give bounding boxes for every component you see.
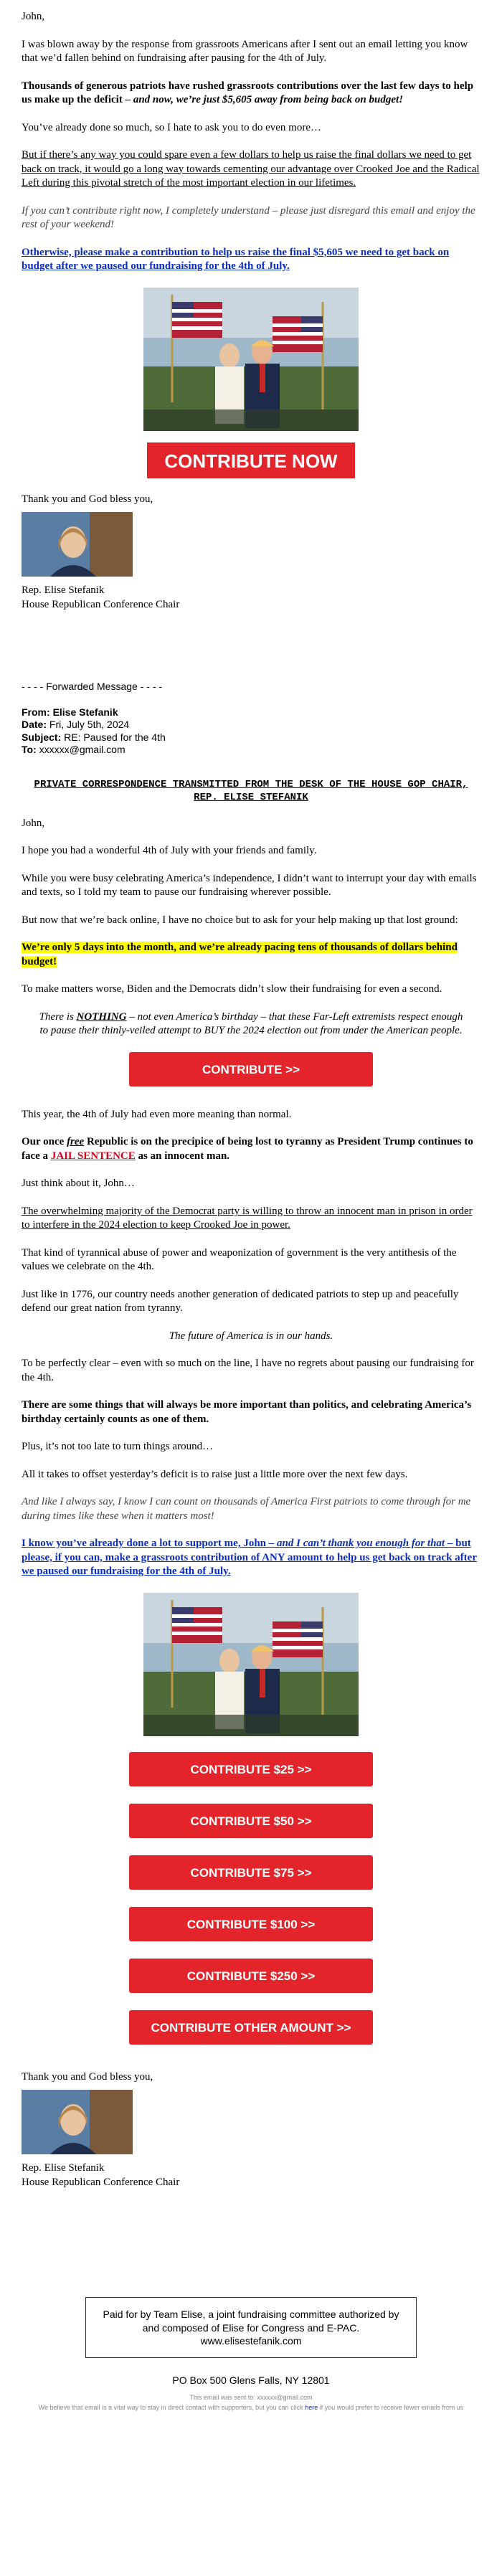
quoted-paragraph: But now that we’re back online, I have no choice but to ask for your help making up that lost ground: — [22, 914, 458, 926]
signoff-2: Thank you and God bless you, — [22, 2070, 153, 2083]
private-correspondence-heading: PRIVATE CORRESPONDENCE TRANSMITTED FROM THE DESK OF THE HOUSE GOP CHAIR, REP. ELISE STEFANIK — [34, 778, 468, 803]
contribution-link[interactable]: Otherwise, please make a contribution to help us raise the final $5,605 we need to get back on budget after we paused our fundraising for the 4th of July. — [22, 246, 450, 272]
greeting: John, — [22, 11, 45, 22]
quoted-paragraph: There are some things that will always be more important than politics, and celebrating America’s birthday certainly counts as one of them. — [22, 1399, 472, 1425]
future-paragraph: The future of America is in our hands. — [169, 1330, 333, 1342]
quoted-greeting: John, — [22, 817, 45, 829]
signature-title: House Republican Conference Chair — [22, 598, 180, 610]
contribution-link-paragraph-2 — [22, 1537, 480, 1579]
paragraph-response: I was blown away by the response from grassroots Americans after I sent out an email letting you know that we’d fallen behind on fundraising after pausing for the 4th of July. — [22, 38, 468, 64]
quoted-paragraph: I hope you had a wonderful 4th of July with your friends and family. — [22, 845, 317, 857]
signature-name: Rep. Elise Stefanik — [22, 584, 105, 596]
contribute-other-button[interactable]: CONTRIBUTE OTHER AMOUNT >> — [129, 2010, 373, 2045]
from-value: Elise Stefanik — [52, 706, 118, 718]
headshot-photo — [22, 2090, 133, 2154]
signature-block — [22, 584, 480, 612]
contribute-100-button[interactable]: CONTRIBUTE $100 >> — [129, 1907, 373, 1941]
contribution-link-2[interactable]: I know you’ve already done a lot to support me, John – and I can’t thank you enough for that – but please, if you can, make a grassroots contribution of ANY amount to help us get back on track after we paused our fundraising for the 4th of July. — [22, 1538, 477, 1578]
forwarded-label: - - - - Forwarded Message - - - - — [22, 681, 163, 692]
mailing-address: PO Box 500 Glens Falls, NY 12801 — [172, 2374, 330, 2386]
quoted-paragraph: Just like in 1776, our country needs another generation of dedicated patriots to step up and peacefully defend our great nation from tyranny. — [22, 1288, 459, 1315]
paragraph-disregard: If you can’t contribute right now, I completely understand – please just disregard this email and enjoy the rest of your weekend! — [22, 204, 475, 230]
subject-value: RE: Paused for the 4th — [64, 731, 166, 743]
quoted-paragraph: All it takes to offset yesterday’s deficit is to raise just a little more over the next few days. — [22, 1468, 408, 1480]
quoted-paragraph: To make matters worse, Biden and the Democrats didn’t slow their fundraising for even a second. — [22, 983, 442, 995]
quoted-paragraph: While you were busy celebrating America’s independence, I didn’t want to interrupt your day with emails and texts, so I told my team to pause our fundraising wherever possible. — [22, 872, 477, 899]
rally-photo[interactable] — [143, 1593, 359, 1736]
contribution-link-paragraph — [22, 246, 480, 274]
free-emphasis: free — [67, 1136, 85, 1148]
paid-for-disclaimer: Paid for by Team Elise, a joint fundraising committee authorized by and composed of Elise for Congress and E-PAC. www.elisestefanik.com — [85, 2297, 417, 2358]
quoted-paragraph: Plus, it’s not too late to turn things around… — [22, 1441, 214, 1453]
signature-name: Rep. Elise Stefanik — [22, 2162, 105, 2174]
highlighted-paragraph: We’re only 5 days into the month, and we’re already pacing tens of thousands of dollars behind budget! — [22, 942, 458, 967]
contribute-250-button[interactable]: CONTRIBUTE $250 >> — [129, 1959, 373, 1993]
date-row: Date: Fri, July 5th, 2024 — [22, 719, 130, 730]
contribute-button[interactable]: CONTRIBUTE >> — [129, 1052, 373, 1086]
to-value: xxxxxx@gmail.com — [39, 744, 126, 755]
quoted-paragraph: The overwhelming majority of the Democrat party is willing to throw an innocent man in prison in order to interfere in the 2024 election to keep Crooked Joe in power. — [22, 1205, 473, 1231]
contribute-75-button[interactable]: CONTRIBUTE $75 >> — [129, 1855, 373, 1890]
deficit-bold: Thousands of generous patriots have rushed grassroots contributions over the last few days to help us make up the deficit — [22, 80, 474, 105]
nothing-paragraph: There is NOTHING – not even America’s birthday – that these Far-Left extremists respect enough to pause their thinly-veiled attempt to BUY the 2024 election out from under the American people. — [39, 1010, 463, 1037]
unsubscribe-notice: We believe that email is a vital way to stay in direct contact with supporters, but you can click here if you would prefer to receive fewer emails from us — [38, 2403, 464, 2411]
contribute-now-button[interactable]: CONTRIBUTE NOW — [147, 442, 355, 478]
deficit-italic: – and now, we’re just $5,605 away from being back on budget! — [122, 94, 403, 105]
signature-title: House Republican Conference Chair — [22, 2176, 180, 2188]
contribute-50-button[interactable]: CONTRIBUTE $50 >> — [129, 1804, 373, 1838]
unsubscribe-link[interactable]: here — [305, 2403, 318, 2411]
date-value: Fri, July 5th, 2024 — [49, 719, 130, 730]
republic-paragraph: Our once free Republic is on the precipice of being lost to tyranny as President Trump continues to face a JAIL SENTENCE as an innocent man. — [22, 1136, 473, 1162]
nothing-emphasis: NOTHING — [76, 1010, 127, 1023]
subject-row: Subject: RE: Paused for the 4th — [22, 731, 166, 743]
signoff: Thank you and God bless you, — [22, 493, 153, 505]
jail-sentence-emphasis: JAIL SENTENCE — [50, 1150, 136, 1162]
quoted-paragraph: This year, the 4th of July had even more meaning than normal. — [22, 1108, 292, 1120]
to-row: To: xxxxxx@gmail.com — [22, 744, 126, 755]
quoted-paragraph: To be perfectly clear – even with so much on the line, I have no regrets about pausing our fundraising for the 4th. — [22, 1358, 474, 1383]
email-sent-to: This email was sent to: xxxxxx@gmail.com — [189, 2394, 313, 2402]
forwarded-message-header — [22, 681, 480, 757]
quoted-paragraph: Just think about it, John… — [22, 1178, 135, 1190]
contribute-25-button[interactable]: CONTRIBUTE $25 >> — [129, 1752, 373, 1786]
signature-block-2 — [22, 2161, 480, 2189]
paragraph-spare: But if there’s any way you could spare even a few dollars to help us raise the final dollars we need to get back on track, it would go a long way towards cementing our advantage over Crooked Joe and the Radical Left during this pivotal stretch of the most important election in our lifetimes. — [22, 149, 480, 189]
paragraph-deficit — [22, 80, 480, 108]
headshot-photo — [22, 512, 133, 577]
from-row: From: Elise Stefanik — [22, 706, 118, 718]
quoted-paragraph: That kind of tyrannical abuse of power and weaponization of government is the very antithesis of the values we celebrate on the 4th. — [22, 1246, 457, 1273]
amount-buttons — [22, 1752, 480, 2045]
email-body — [22, 0, 480, 2412]
rally-photo[interactable] — [143, 288, 359, 431]
paragraph-ask: You’ve already done so much, so I hate to ask you to do even more… — [22, 121, 321, 133]
quoted-paragraph: And like I always say, I know I can count on thousands of America First patriots to come through for me during times like these when it matters most! — [22, 1496, 471, 1522]
